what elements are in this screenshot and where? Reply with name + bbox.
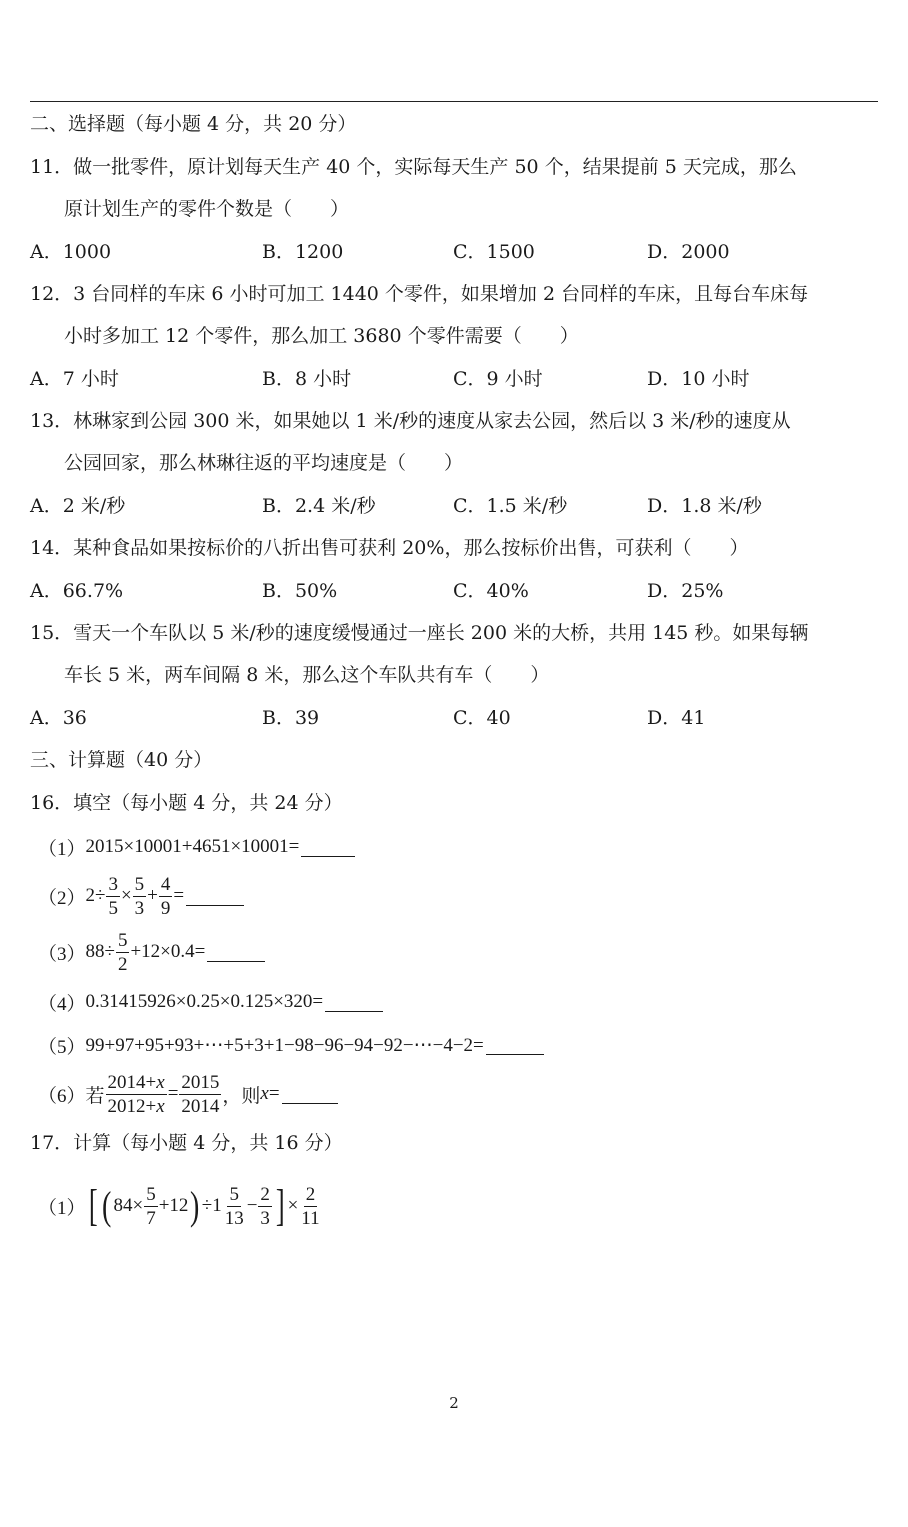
q16-part-3 xyxy=(38,926,265,978)
part-label: （2） xyxy=(38,887,86,909)
q16-part-1 xyxy=(38,832,355,862)
answer-blank[interactable] xyxy=(325,993,383,1012)
expr-text: ÷1 xyxy=(201,1195,222,1216)
expr-text: 84× xyxy=(113,1195,144,1216)
fraction xyxy=(299,1185,321,1228)
q16-part-5 xyxy=(38,1030,544,1060)
question-16-title: 16．填空（每小题 4 分，共 24 分） xyxy=(30,792,343,814)
right-paren: ) xyxy=(190,1183,200,1228)
answer-blank[interactable] xyxy=(186,887,244,906)
q14-option-a: A．66.7% xyxy=(30,580,124,602)
denominator: 2 xyxy=(117,953,128,975)
answer-blank[interactable] xyxy=(486,1036,544,1055)
numerator: 5 xyxy=(134,873,145,895)
q13-option-d: D．1.8 米/秒 xyxy=(647,495,762,517)
answer-blank[interactable] xyxy=(207,943,265,962)
expr-text: +12×0.4= xyxy=(130,941,206,962)
q11-option-d: D．2000 xyxy=(647,241,730,263)
q13-option-c: C．1.5 米/秒 xyxy=(453,495,568,517)
expr-text: ，则 xyxy=(222,1085,261,1107)
q14-option-b: B．50% xyxy=(262,580,338,602)
left-paren: ( xyxy=(102,1183,112,1228)
part-label: （5） xyxy=(38,1036,86,1058)
q11-option-c: C．1500 xyxy=(453,241,535,263)
fraction xyxy=(116,931,130,974)
q13-option-b: B．2.4 米/秒 xyxy=(262,495,376,517)
expression: 99+97+95+93+⋯+5+3+1−98−96−94−92−⋯−4−2= xyxy=(85,1034,484,1056)
variable-x: x xyxy=(156,1071,165,1093)
operator: + xyxy=(147,885,158,906)
numerator: 5 xyxy=(117,929,128,951)
q15-option-a: A．36 xyxy=(30,707,87,729)
fraction xyxy=(258,1185,272,1228)
part-label: （3） xyxy=(38,943,86,965)
q11-option-b: B．1200 xyxy=(262,241,344,263)
question-12-line1: 12．3 台同样的车床 6 小时可加工 1440 个零件，如果增加 2 台同样的车床，且每台车床每 xyxy=(30,283,809,305)
denominator: 5 xyxy=(108,897,118,919)
numerator: 2 xyxy=(305,1183,316,1205)
denominator xyxy=(106,1095,167,1116)
numerator xyxy=(106,1073,167,1095)
section-title-choice: 二、选择题（每小题 4 分，共 20 分） xyxy=(30,113,357,135)
expr-text: 若 xyxy=(85,1085,105,1107)
denominator: 9 xyxy=(160,897,171,919)
operator: = xyxy=(173,885,185,906)
question-11-line2: 原计划生产的零件个数是（ ） xyxy=(64,198,350,220)
q16-part-4 xyxy=(38,987,383,1017)
fraction xyxy=(133,875,147,918)
variable-x: x xyxy=(260,1083,269,1104)
numerator: 2 xyxy=(260,1183,270,1205)
part-label: （1） xyxy=(38,838,86,860)
denominator: 3 xyxy=(260,1207,270,1229)
q12-option-c: C．9 小时 xyxy=(453,368,543,390)
operator: × xyxy=(120,885,132,906)
denominator: 3 xyxy=(134,897,145,919)
q11-option-a: A．1000 xyxy=(30,241,112,263)
numerator: 5 xyxy=(146,1183,156,1205)
fraction xyxy=(223,1185,246,1228)
expression: 0.31415926×0.25×0.125×320= xyxy=(85,991,324,1012)
q15-option-b: B．39 xyxy=(262,707,320,729)
question-15-line2: 车长 5 米，两车间隔 8 米，那么这个车队共有车（ ） xyxy=(64,664,550,686)
numerator: 4 xyxy=(160,873,171,895)
question-14-line1: 14．某种食品如果按标价的八折出售可获利 20%，那么按标价出售，可获利（ ） xyxy=(30,537,749,559)
fraction xyxy=(144,1185,158,1228)
part-label: （4） xyxy=(38,993,86,1015)
denominator-text: 2012+ xyxy=(107,1095,157,1117)
right-bracket: ] xyxy=(275,1181,285,1230)
denominator: 13 xyxy=(224,1207,244,1229)
fraction xyxy=(159,875,173,918)
page-number: 2 xyxy=(449,1394,459,1412)
q16-part-6 xyxy=(38,1068,338,1120)
question-17-title: 17．计算（每小题 4 分，共 16 分） xyxy=(30,1132,343,1154)
expr-text: 2÷ xyxy=(85,885,106,906)
expression: 2015×10001+4651×10001= xyxy=(85,836,300,857)
operator: − xyxy=(246,1195,258,1216)
denominator: 7 xyxy=(146,1207,156,1229)
expr-text: +12 xyxy=(158,1195,189,1216)
question-11-line1: 11．做一批零件，原计划每天生产 40 个，实际每天生产 50 个，结果提前 5 天完成，那么 xyxy=(30,156,797,178)
q15-option-c: C．40 xyxy=(453,707,511,729)
operator: × xyxy=(287,1195,299,1216)
numerator: 2015 xyxy=(181,1071,220,1093)
q12-option-b: B．8 小时 xyxy=(262,368,352,390)
numerator-text: 2014+ xyxy=(107,1071,157,1093)
q14-option-c: C．40% xyxy=(453,580,529,602)
section-title-calculation: 三、计算题（40 分） xyxy=(30,749,213,771)
fraction xyxy=(106,1073,167,1116)
left-bracket: [ xyxy=(88,1181,98,1230)
q12-option-a: A．7 小时 xyxy=(30,368,119,390)
q14-option-d: D．25% xyxy=(647,580,724,602)
question-13-line1: 13．林琳家到公园 300 米，如果她以 1 米/秒的速度从家去公园，然后以 3 米/秒的速度从 xyxy=(30,410,791,432)
q12-option-d: D．10 小时 xyxy=(647,368,750,390)
denominator: 11 xyxy=(301,1207,320,1229)
numerator: 3 xyxy=(108,873,118,895)
header-rule xyxy=(30,101,878,102)
operator: = xyxy=(268,1083,280,1104)
variable-x: x xyxy=(156,1095,165,1117)
answer-blank[interactable] xyxy=(282,1085,338,1104)
fraction xyxy=(179,1073,221,1116)
question-12-line2: 小时多加工 12 个零件，那么加工 3680 个零件需要（ ） xyxy=(64,325,579,347)
q13-option-a: A．2 米/秒 xyxy=(30,495,126,517)
part-label: （6） xyxy=(38,1085,86,1107)
fraction xyxy=(106,875,120,918)
question-13-line2: 公园回家，那么林琳往返的平均速度是（ ） xyxy=(64,452,464,474)
part-label: （1） xyxy=(38,1197,86,1219)
numerator: 5 xyxy=(229,1183,239,1205)
question-15-line1: 15．雪天一个车队以 5 米/秒的速度缓慢通过一座长 200 米的大桥，共用 145 秒。如果每辆 xyxy=(30,622,809,644)
answer-blank[interactable] xyxy=(301,838,355,857)
q16-part-2 xyxy=(38,870,244,922)
q17-part-1 xyxy=(38,1176,323,1236)
operator: = xyxy=(167,1083,179,1104)
denominator: 2014 xyxy=(181,1095,220,1117)
q15-option-d: D．41 xyxy=(647,707,706,729)
expr-text: 88÷ xyxy=(85,941,115,962)
